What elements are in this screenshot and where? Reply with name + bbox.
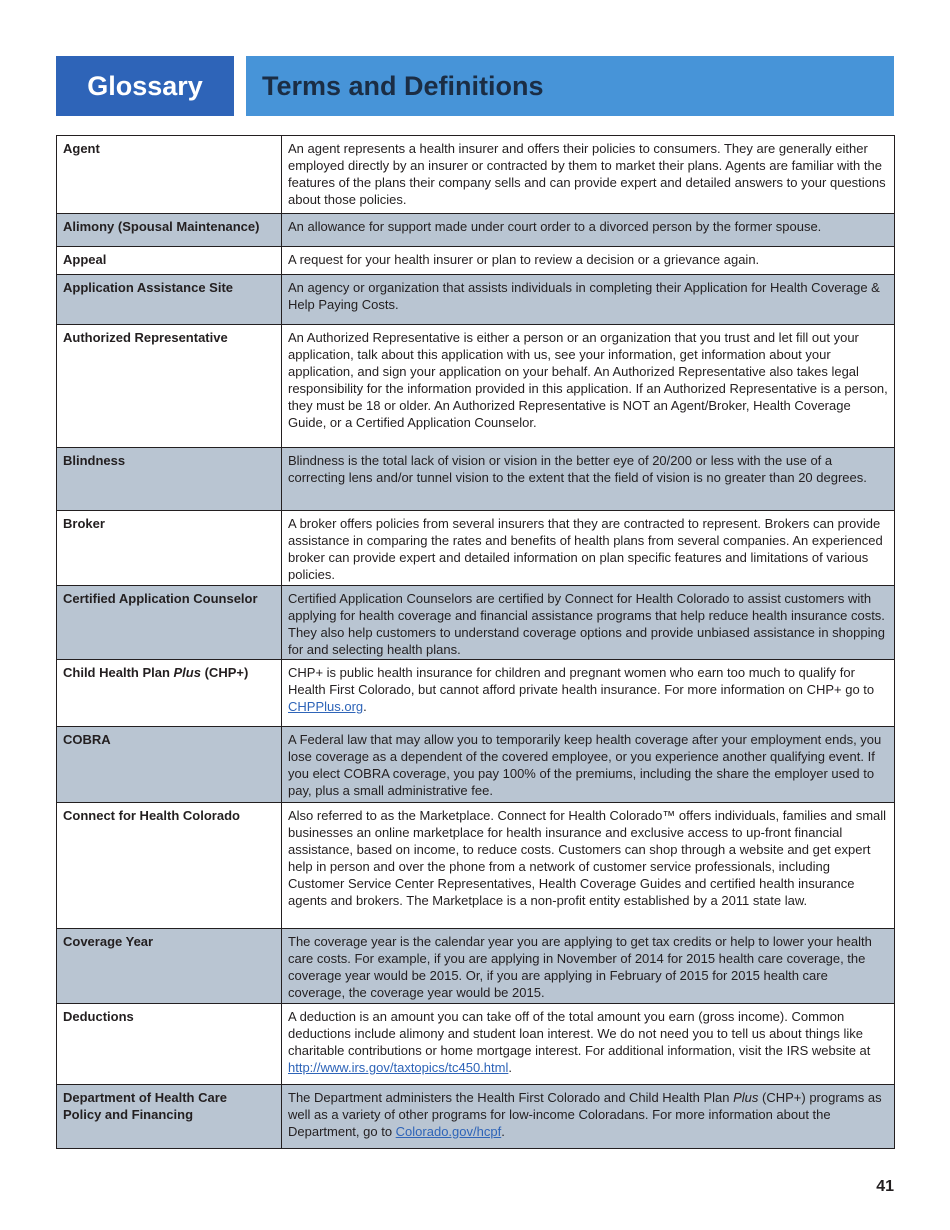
term-cell [57, 660, 282, 727]
definition-emphasis: Plus [733, 1090, 759, 1105]
term-cell: Blindness [57, 448, 282, 511]
table-row [57, 803, 895, 929]
definition-text: A deduction is an amount you can take off of the total amount you earn (gross income). Common deductions include alimony and student loan interest. We do not need you to tell us about things like charitable contributions or home mortgage interest. For additional information, visit the IRS website at [288, 1009, 871, 1058]
term-text: (CHP+) [200, 665, 249, 680]
definition-cell: An Authorized Representative is either a person or an organization that you trust and let fill out your application, talk about this application with us, see your information, get information about your application, and sign your application on your behalf. An Authorized Representative also takes legal responsibility for the information provided in this application. If an Authorized Representative is a person, they must be 18 or older. An Authorized Representative is NOT an Agent/Broker, Health Coverage Guide, or a Certified Application Counselor. [282, 325, 895, 448]
definition-cell [282, 660, 895, 727]
section-label: Glossary [56, 56, 234, 116]
definition-text: The Department administers the Health First Colorado and Child Health Plan [288, 1090, 734, 1105]
definition-text: CHP+ is public health insurance for children and pregnant women who earn too much to qualify for Health First Colorado, but cannot afford private health insurance. For more information on CHP+ go to [288, 665, 875, 697]
term-text: Policy and Financing [63, 1107, 194, 1122]
table-row [57, 586, 895, 660]
definition-cell [282, 1085, 895, 1149]
table-row [57, 660, 895, 727]
definition-text: . [363, 699, 367, 714]
definition-cell [282, 1004, 895, 1085]
term-emphasis: Plus [173, 665, 201, 680]
definition-cell: A request for your health insurer or plan to review a decision or a grievance again. [282, 247, 895, 275]
page-number: 41 [876, 1178, 894, 1195]
page-title: Terms and Definitions [246, 56, 894, 116]
term-cell: Agent [57, 136, 282, 214]
glossary-table [56, 135, 895, 1149]
definition-cell: An allowance for support made under court order to a divorced person by the former spouse. [282, 214, 895, 247]
table-row [57, 214, 895, 247]
term-cell: COBRA [57, 727, 282, 803]
definition-text: . [508, 1060, 512, 1075]
term-cell: Application Assistance Site [57, 275, 282, 325]
definition-cell: The coverage year is the calendar year you are applying to get tax credits or help to lower your health care costs. For example, if you are applying in November of 2014 for 2015 health care coverage, the coverage year would be 2015. Or, if you are applying in February of 2015 for 2015 health care coverage, the coverage year would be 2015. [282, 929, 895, 1004]
term-text: Department of Health Care [63, 1090, 227, 1105]
term-text: Child Health Plan [63, 665, 174, 680]
definition-cell: Blindness is the total lack of vision or vision in the better eye of 20/200 or less with the use of a correcting lens and/or tunnel vision to the extent that the field of vision is no greater than 20 degrees. [282, 448, 895, 511]
hcpf-link[interactable]: Colorado.gov/hcpf [395, 1124, 502, 1139]
table-row [57, 136, 895, 214]
table-row [57, 1085, 895, 1149]
table-row [57, 511, 895, 586]
table-row [57, 275, 895, 325]
term-cell: Broker [57, 511, 282, 586]
table-row [57, 1004, 895, 1085]
term-cell: Alimony (Spousal Maintenance) [57, 214, 282, 247]
table-row [57, 325, 895, 448]
term-cell [57, 1085, 282, 1149]
term-cell: Connect for Health Colorado [57, 803, 282, 929]
definition-cell: A broker offers policies from several insurers that they are contracted to represent. Brokers can provide assistance in comparing the rates and benefits of health plans from several companies. An experienced broker can provide expert and detailed information on plan specific features and limitations of various policies. [282, 511, 895, 586]
term-cell: Authorized Representative [57, 325, 282, 448]
table-row [57, 727, 895, 803]
definition-text: . [501, 1124, 505, 1139]
definition-cell: A Federal law that may allow you to temporarily keep health coverage after your employment ends, you lose coverage as a dependent of the covered employee, or you experience another qualifying event. If you elect COBRA coverage, you pay 100% of the premiums, including the share the employer used to pay, plus a small administrative fee. [282, 727, 895, 803]
definition-cell: An agency or organization that assists individuals in completing their Application for Health Coverage & Help Paying Costs. [282, 275, 895, 325]
term-cell: Certified Application Counselor [57, 586, 282, 660]
definition-cell: Certified Application Counselors are certified by Connect for Health Colorado to assist customers with applying for health coverage and financial assistance programs that help reduce health insurance costs. They also help customers to understand coverage options and provide unbiased assistance in shopping for and selecting health plans. [282, 586, 895, 660]
term-cell: Coverage Year [57, 929, 282, 1004]
term-cell: Deductions [57, 1004, 282, 1085]
definition-text: (CHP+) programs as well as a variety of other programs for low-income Coloradans. For more information about the Department, go to [288, 1090, 882, 1139]
irs-link[interactable]: http://www.irs.gov/taxtopics/tc450.html [288, 1060, 509, 1075]
definition-cell: Also referred to as the Marketplace. Connect for Health Colorado™ offers individuals, families and small businesses an online marketplace for health insurance and exclusive access to up-front financial assistance, based on income, to reduce costs. Customers can shop through a website and get expert help in person and over the phone from a network of customer service professionals, including Customer Service Center Representatives, Health Coverage Guides and certified health insurance agents and brokers. The Marketplace is a non-profit entity established by a 2011 state law. [282, 803, 895, 929]
table-row [57, 448, 895, 511]
definition-cell: An agent represents a health insurer and offers their policies to consumers. They are generally either employed directly by an insurer or contracted by them to market their plans. Agents are familiar with the features of the plans their company sells and can provide expert and detailed answers to your questions about those policies. [282, 136, 895, 214]
table-row [57, 247, 895, 275]
term-cell: Appeal [57, 247, 282, 275]
table-row [57, 929, 895, 1004]
chpplus-link[interactable]: CHPPlus.org [288, 699, 364, 714]
